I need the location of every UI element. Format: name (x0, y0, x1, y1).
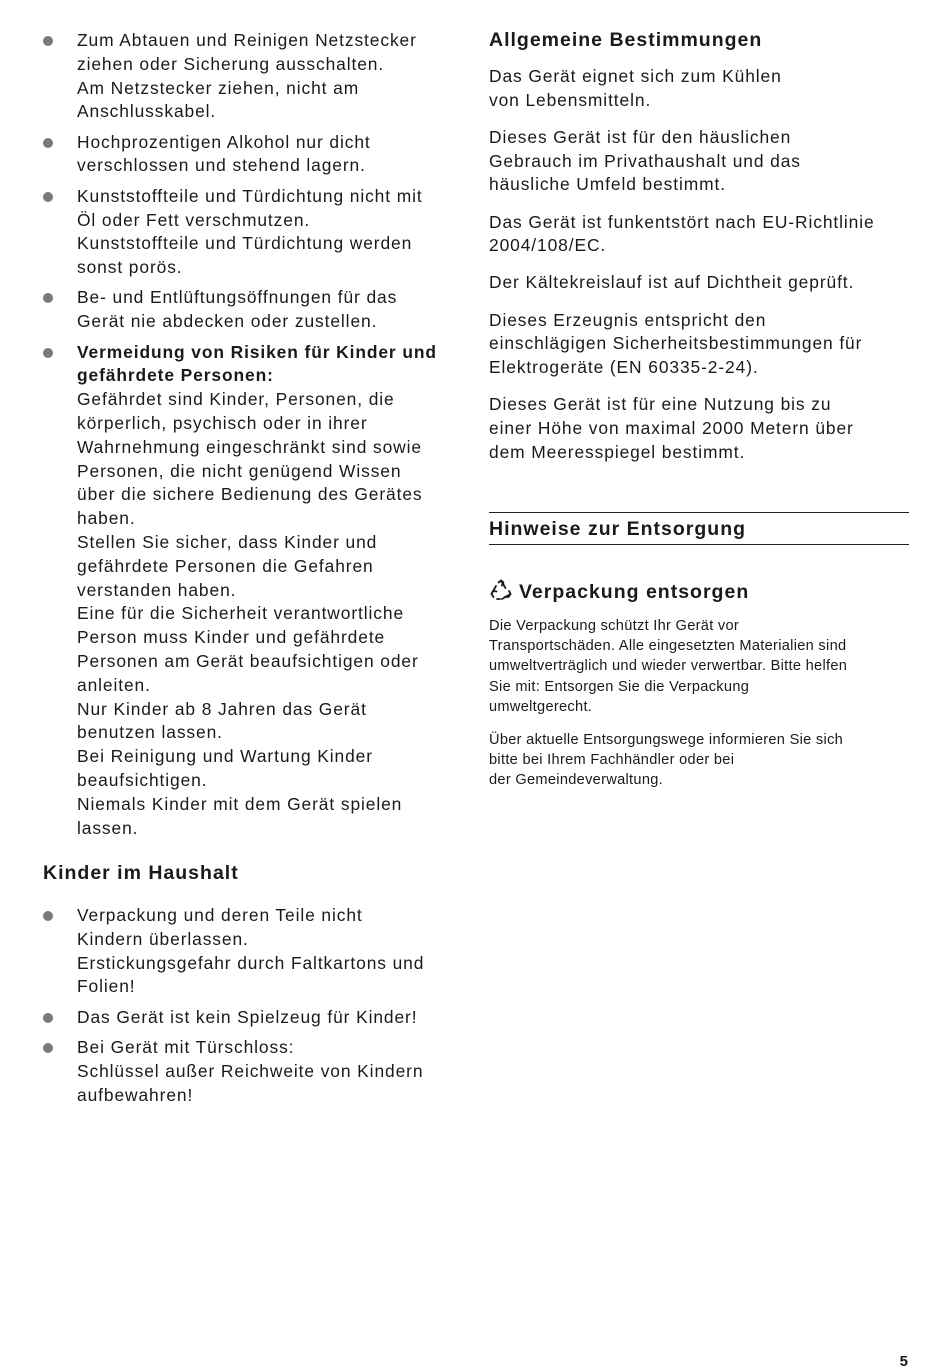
paragraph (489, 730, 909, 791)
bullet-bold-line: Vermeidung von Risiken für Kinder und (77, 341, 437, 362)
bullet-line: Erstickungsgefahr durch Faltkartons und (77, 952, 425, 973)
paragraph-line: umweltverträglich und wieder verwertbar. Bitte helfen (489, 658, 848, 675)
bullet-item (43, 1006, 463, 1030)
verpackung-entsorgen-label: Verpackung entsorgen (519, 581, 750, 603)
verpackung-paragraphs (489, 616, 909, 804)
paragraph-line: bitte bei Ihrem Fachhändler oder bei (489, 752, 735, 769)
paragraph-line: dem Meeresspiegel bestimmt. (489, 441, 746, 462)
bullet-line: über die sichere Bedienung des Gerätes (77, 484, 423, 505)
paragraph (489, 126, 909, 197)
paragraph (489, 393, 909, 464)
paragraph-line: einschlägigen Sicherheitsbestimmungen für (489, 333, 863, 354)
allgemein-paragraphs (489, 65, 909, 478)
section-rule-bottom (489, 544, 909, 545)
paragraph-line: Dieses Gerät ist für eine Nutzung bis zu (489, 394, 832, 415)
bullet-line: verschlossen und stehend lagern. (77, 155, 366, 176)
bullet-line: Gerät nie abdecken oder zustellen. (77, 311, 378, 332)
bullet-line: ziehen oder Sicherung ausschalten. (77, 53, 385, 74)
bullet-item (43, 131, 463, 179)
paragraph-line: Der Kältekreislauf ist auf Dichtheit geprüft. (489, 272, 855, 293)
bullet-line: Folien! (77, 976, 136, 997)
paragraph (489, 65, 909, 113)
bullet-line: Eine für die Sicherheit verantwortliche (77, 603, 405, 624)
bullet-line: Hochprozentigen Alkohol nur dicht (77, 131, 371, 152)
paragraph (489, 211, 909, 259)
bullet-bold-line: gefährdete Personen: (77, 365, 274, 386)
paragraph-line: Über aktuelle Entsorgungswege informieren Sie sich (489, 732, 844, 749)
paragraph-line: Das Gerät ist funkentstört nach EU-Richtlinie (489, 211, 875, 232)
bullet-line: Am Netzstecker ziehen, nicht am (77, 77, 360, 98)
bullet-line: Schlüssel außer Reichweite von Kindern (77, 1060, 424, 1081)
bullet-item (43, 341, 463, 841)
heading-verpackung-entsorgen (489, 578, 749, 604)
bullet-line: aufbewahren! (77, 1084, 194, 1105)
bullet-line: Personen am Gerät beaufsichtigen oder (77, 650, 419, 671)
bullet-line: lassen. (77, 817, 139, 838)
bullet-line: Kindern überlassen. (77, 928, 249, 949)
paragraph-line: häusliche Umfeld bestimmt. (489, 174, 726, 195)
paragraph (489, 309, 909, 380)
paragraph-line: Dieses Erzeugnis entspricht den (489, 309, 767, 330)
paragraph-line: von Lebensmitteln. (489, 89, 652, 110)
bullet-line: Bei Reinigung und Wartung Kinder (77, 746, 373, 767)
paragraph (489, 271, 909, 295)
page-number: 5 (899, 1353, 908, 1370)
bullet-line: Kunststoffteile und Türdichtung werden (77, 233, 413, 254)
bullet-line: beaufsichtigen. (77, 769, 208, 790)
heading-allgemeine-bestimmungen: Allgemeine Bestimmungen (489, 29, 763, 51)
bullet-line: Verpackung und deren Teile nicht (77, 905, 363, 925)
paragraph-line: Gebrauch im Privathaushalt und das (489, 150, 801, 171)
bullet-line: Wahrnehmung eingeschränkt sind sowie (77, 436, 422, 457)
paragraph-line: umweltgerecht. (489, 698, 593, 715)
bullet-line: Niemals Kinder mit dem Gerät spielen (77, 793, 403, 814)
paragraph-line: Transportschäden. Alle eingesetzten Materialien sind (489, 638, 847, 655)
bullet-item (43, 286, 463, 334)
paragraph-line: Dieses Gerät ist für den häuslichen (489, 126, 792, 147)
bullet-line: Anschlusskabel. (77, 101, 217, 122)
bullet-line: Personen, die nicht genügend Wissen (77, 460, 402, 481)
bullet-item (43, 29, 463, 124)
bullet-line: Nur Kinder ab 8 Jahren das Gerät (77, 698, 367, 719)
paragraph (489, 616, 909, 717)
bullet-item (43, 185, 463, 280)
bullet-line: körperlich, psychisch oder in ihrer (77, 412, 368, 433)
bullet-line: Zum Abtauen und Reinigen Netzstecker (77, 30, 417, 50)
kinder-bullet-list (43, 904, 463, 1114)
bullet-line: Öl oder Fett verschmutzen. (77, 209, 311, 230)
bullet-line: gefährdete Personen die Gefahren (77, 555, 374, 576)
paragraph-line: einer Höhe von maximal 2000 Metern über (489, 418, 854, 439)
section-rule-top (489, 512, 909, 513)
bullet-line: haben. (77, 508, 136, 529)
bullet-line: sonst porös. (77, 257, 183, 278)
paragraph-line: Sie mit: Entsorgen Sie die Verpackung (489, 678, 750, 695)
heading-kinder-im-haushalt: Kinder im Haushalt (43, 862, 239, 884)
bullet-item (43, 904, 463, 999)
paragraph-line: Elektrogeräte (EN 60335-2-24). (489, 357, 759, 378)
safety-bullet-list (43, 29, 463, 847)
bullet-line: Be- und Entlüftungsöffnungen für das (77, 287, 398, 308)
bullet-line: benutzen lassen. (77, 722, 223, 743)
heading-hinweise-entsorgung: Hinweise zur Entsorgung (489, 518, 747, 540)
bullet-line: Das Gerät ist kein Spielzeug für Kinder! (77, 1006, 418, 1027)
bullet-line: Person muss Kinder und gefährdete (77, 627, 386, 648)
bullet-item (43, 1036, 463, 1107)
bullet-line: verstanden haben. (77, 579, 237, 600)
bullet-line: Stellen Sie sicher, dass Kinder und (77, 531, 378, 552)
bullet-line: anleiten. (77, 674, 151, 695)
bullet-line: Bei Gerät mit Türschloss: (77, 1036, 295, 1057)
bullet-line: Gefährdet sind Kinder, Personen, die (77, 389, 395, 410)
paragraph-line: der Gemeindeverwaltung. (489, 772, 664, 789)
recycle-icon (489, 578, 513, 602)
paragraph-line: 2004/108/EC. (489, 235, 607, 256)
paragraph-line: Die Verpackung schützt Ihr Gerät vor (489, 618, 740, 634)
bullet-line: Kunststoffteile und Türdichtung nicht mit (77, 185, 423, 206)
paragraph-line: Das Gerät eignet sich zum Kühlen (489, 66, 782, 86)
